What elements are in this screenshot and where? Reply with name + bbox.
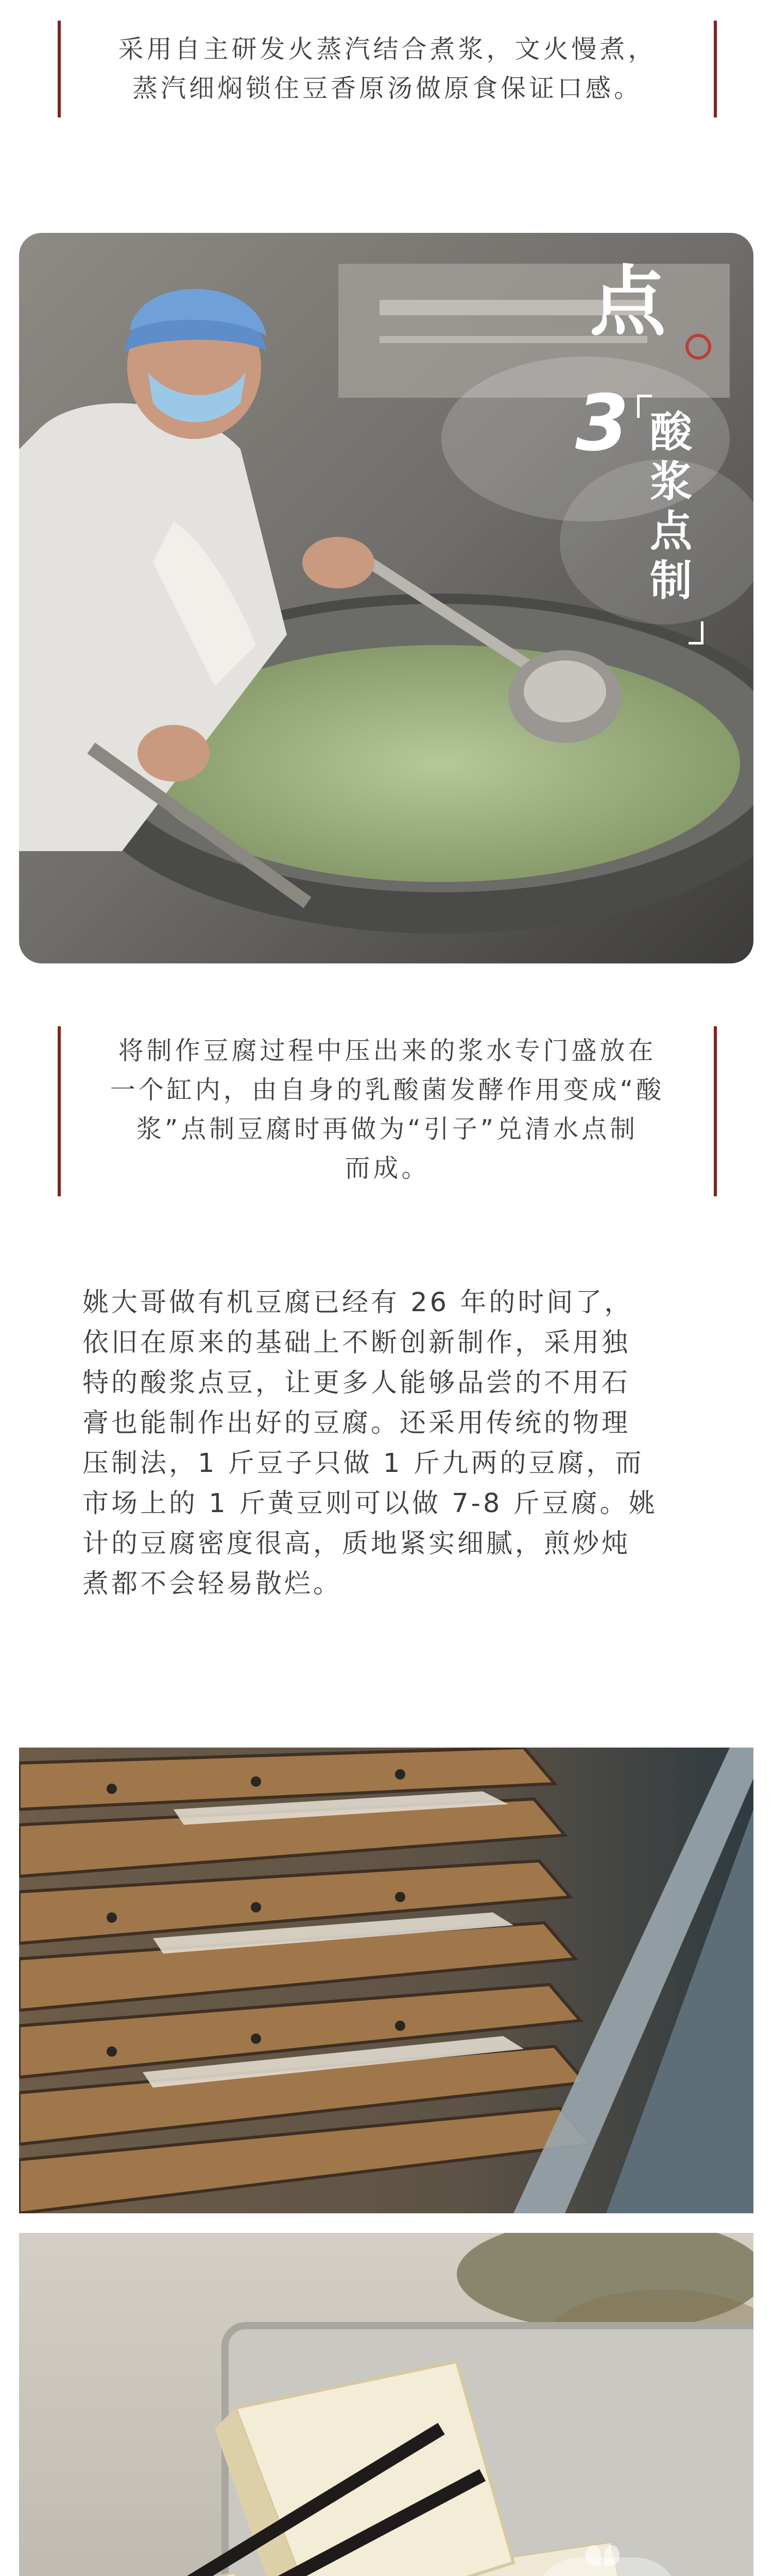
paragraph-line: 膏也能制作出好的豆腐。还采用传统的物理 xyxy=(82,1408,631,1438)
step-label-char: 酸 xyxy=(649,408,692,457)
sprout-leaf-icon xyxy=(586,2545,601,2566)
paragraph-line: 市场上的 1 斤黄豆则可以做 7-8 斤豆腐。姚 xyxy=(82,1488,658,1519)
photo-pot-stirring xyxy=(19,233,753,963)
photo-wooden-molds xyxy=(19,1748,753,2213)
paragraph-line: 姚大哥做有机豆腐已经有 26 年的时间了， xyxy=(82,1287,633,1318)
quote-line: 蒸汽细焖锁住豆香原汤做原食保证口感。 xyxy=(132,74,642,103)
description-paragraph xyxy=(82,1283,700,1604)
step-number: 3 xyxy=(575,379,629,468)
paragraph-line: 煮都不会轻易散烂。 xyxy=(82,1569,342,1599)
step-label-char: 点 xyxy=(649,507,692,556)
step-label-char: 浆 xyxy=(649,457,692,506)
step-label-char: 制 xyxy=(649,556,692,605)
step-big-char: 点 xyxy=(590,258,666,346)
photo-tofu-chopsticks xyxy=(19,2233,753,2576)
sprout-leaf-icon xyxy=(604,2545,620,2566)
paragraph-line: 依旧在原来的基础上不断创新制作，采用独 xyxy=(82,1328,631,1358)
red-ring-icon xyxy=(685,334,711,360)
paragraph-line: 计的豆腐密度很高，质地紧实细腻，煎炒炖 xyxy=(82,1529,631,1559)
intro-quote-block xyxy=(58,21,717,117)
sour-pulp-quote-block xyxy=(58,1026,717,1196)
quote-line: 采用自主研发火蒸汽结合煮浆，文火慢煮， xyxy=(118,35,657,64)
quote-line: 而成。 xyxy=(345,1154,430,1183)
quote-line: 一个缸内，由自身的乳酸菌发酵作用变成“酸 xyxy=(110,1075,665,1105)
paragraph-line: 压制法，1 斤豆子只做 1 斤九两的豆腐，而 xyxy=(82,1448,644,1479)
bracket-close-icon xyxy=(689,621,703,645)
quote-line: 浆”点制豆腐时再做为“引子”兑清水点制 xyxy=(136,1114,639,1144)
paragraph-line: 特的酸浆点豆，让更多人能够品尝的不用石 xyxy=(82,1368,631,1398)
quote-line: 将制作豆腐过程中压出来的浆水专门盛放在 xyxy=(118,1036,657,1065)
step-label xyxy=(645,408,697,606)
